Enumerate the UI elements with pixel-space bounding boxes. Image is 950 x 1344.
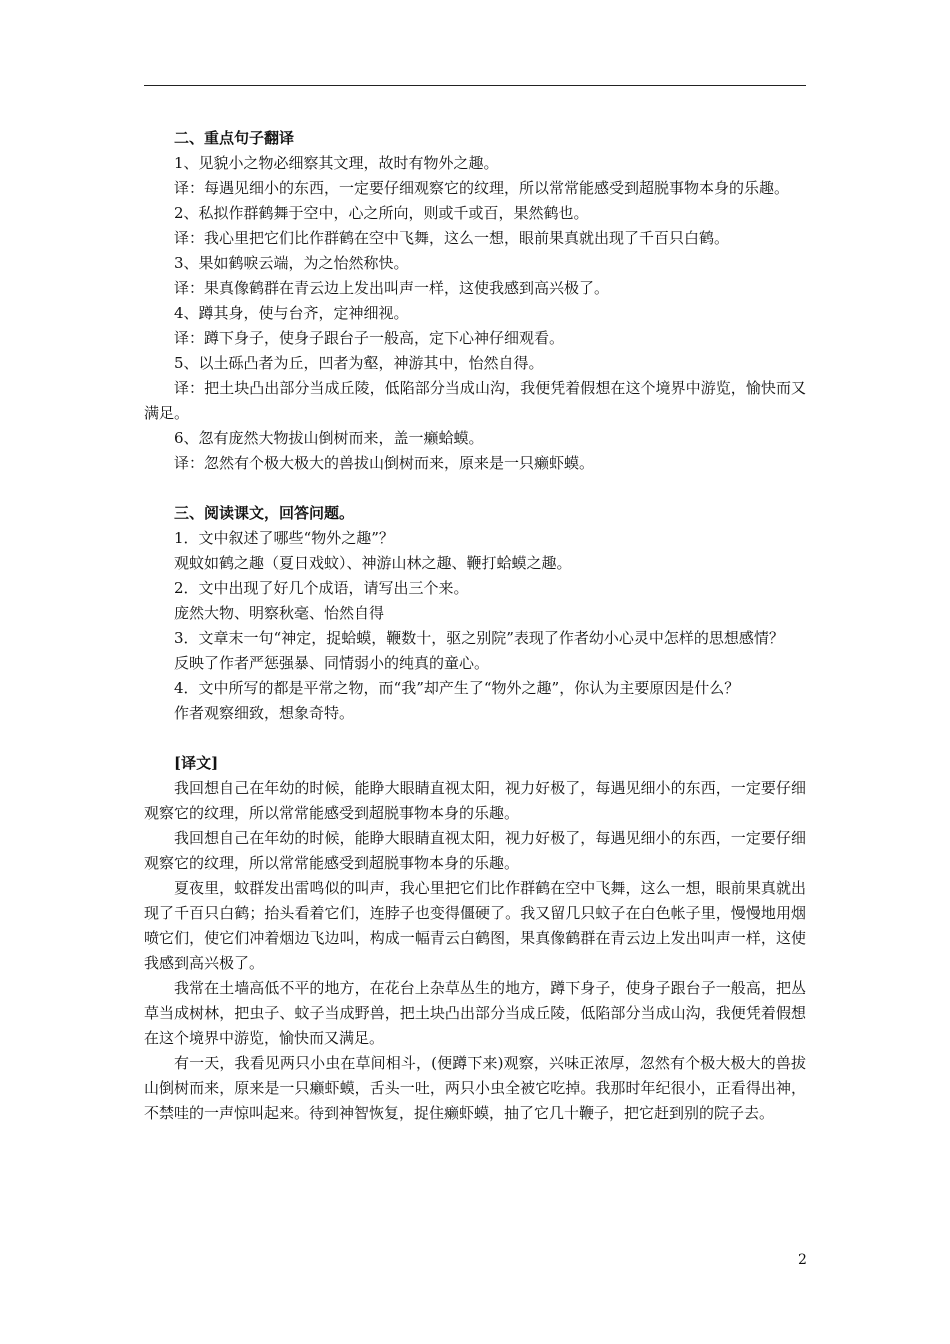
sentence-6: 6、忽有庞然大物拔山倒树而来，盖一癞蛤蟆。 <box>174 429 484 447</box>
spacer <box>144 726 806 751</box>
section-key-sentences <box>144 126 806 476</box>
answer-3: 反映了作者严惩强暴、同情弱小的纯真的童心。 <box>174 654 490 672</box>
question-3: 3．文章末一句“神定，捉蛤蟆，鞭数十，驱之别院”表现了作者幼小心灵中怎样的思想感情？ <box>174 629 784 647</box>
translation-paragraph: 有一天，我看见两只小虫在草间相斗，(便蹲下来)观察，兴味正浓厚，忽然有个极大极大的兽拔山倒树而来，原来是一只癞虾蟆，舌头一吐，两只小虫全被它吃掉。我那时年纪很小，正看得出神，不禁哇的一声惊叫起来。待到神智恢复，捉住癞虾蟆，抽了它几十鞭子，把它赶到别的院子去。 <box>144 1054 806 1122</box>
section-reading-questions <box>144 501 806 726</box>
translation-6: 译：忽然有个极大极大的兽拔山倒树而来，原来是一只癞虾蟆。 <box>174 454 595 472</box>
answer-1: 观蚊如鹤之趣（夏日戏蚊）、神游山林之趣、鞭打蛤蟆之趣。 <box>174 554 572 572</box>
header-rule <box>144 85 806 86</box>
translation-2: 译：我心里把它们比作群鹤在空中飞舞，这么一想，眼前果真就出现了千百只白鹤。 <box>174 229 730 247</box>
page-number: 2 <box>798 1252 807 1268</box>
translation-paragraph: 我常在土墙高低不平的地方，在花台上杂草丛生的地方，蹲下身子，使身子跟台子一般高，把丛草当成树林，把虫子、蚊子当成野兽，把土块凸出部分当成丘陵，低陷部分当成山沟，我便凭着假想在这个境界中游览，愉快而又满足。 <box>144 979 806 1047</box>
translation-4: 译：蹲下身子，使身子跟台子一般高，定下心神仔细观看。 <box>174 329 565 347</box>
section-heading: 二、重点句子翻译 <box>174 129 295 147</box>
answer-4: 作者观察细致，想象奇特。 <box>174 704 355 722</box>
translation-paragraph: 我回想自己在年幼的时候，能睁大眼睛直视太阳，视力好极了，每遇见细小的东西，一定要仔细观察它的纹理，所以常常能感受到超脱事物本身的乐趣。 <box>144 829 806 872</box>
translation-paragraph: 我回想自己在年幼的时候，能睁大眼睛直视太阳，视力好极了，每遇见细小的东西，一定要仔细观察它的纹理，所以常常能感受到超脱事物本身的乐趣。 <box>144 779 806 822</box>
question-2: 2．文中出现了好几个成语，请写出三个来。 <box>174 579 469 597</box>
spacer <box>144 476 806 501</box>
answer-2: 庞然大物、明察秋毫、怡然自得 <box>174 604 385 622</box>
translation-5: 译：把土块凸出部分当成丘陵，低陷部分当成山沟，我便凭着假想在这个境界中游览，愉快而又满足。 <box>144 379 806 422</box>
sentence-2: 2、私拟作群鹤舞于空中，心之所向，则或千或百，果然鹤也。 <box>174 204 589 222</box>
sentence-1: 1、见貌小之物必细察其文理，故时有物外之趣。 <box>174 154 499 172</box>
translation-paragraph: 夏夜里，蚊群发出雷鸣似的叫声，我心里把它们比作群鹤在空中飞舞，这么一想，眼前果真就出现了千百只白鹤；抬头看着它们，连脖子也变得僵硬了。我又留几只蚊子在白色帐子里，慢慢地用烟喷它们，使它们冲着烟边飞边叫，构成一幅青云白鹤图，果真像鹤群在青云边上发出叫声一样，这使我感到高兴极了。 <box>144 879 806 972</box>
section-translation <box>144 751 806 1126</box>
document-body <box>144 126 806 1126</box>
sentence-4: 4、蹲其身，使与台齐，定神细视。 <box>174 304 409 322</box>
question-4: 4．文中所写的都是平常之物，而“我”却产生了“物外之趣”，你认为主要原因是什么？ <box>174 679 740 697</box>
sentence-3: 3、果如鹤唳云端，为之怡然称快。 <box>174 254 409 272</box>
translation-1: 译：每遇见细小的东西，一定要仔细观察它的纹理，所以常常能感受到超脱事物本身的乐趣。 <box>174 179 790 197</box>
section-heading: 三、阅读课文，回答问题。 <box>174 504 355 522</box>
section-heading: [译文] <box>174 754 219 772</box>
question-1: 1．文中叙述了哪些“物外之趣”？ <box>174 529 394 547</box>
sentence-5: 5、以土砾凸者为丘，凹者为壑，神游其中，怡然自得。 <box>174 354 544 372</box>
translation-3: 译：果真像鹤群在青云边上发出叫声一样，这使我感到高兴极了。 <box>174 279 610 297</box>
